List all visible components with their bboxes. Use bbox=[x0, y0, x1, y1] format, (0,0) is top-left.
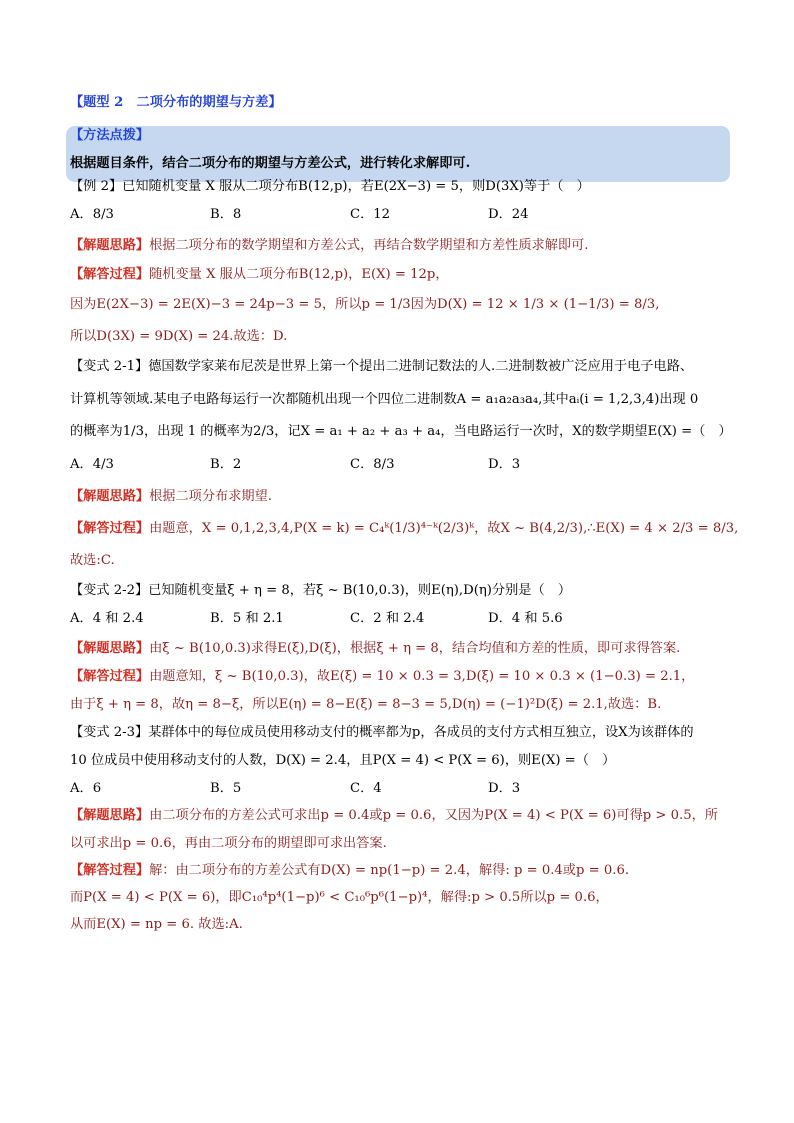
example-2-label: 【例 2】 bbox=[70, 179, 123, 194]
process-text: 由题意知，ξ ~ B(10,0.3)，故E(ξ) = 10 × 0.3 = 3,D(ξ) = 10 × 0.3 × (1−0.3) = 2.1， bbox=[149, 669, 695, 684]
example-2-idea bbox=[70, 237, 730, 255]
variant-2-1-question-3: 的概率为1/3，出现 1 的概率为2/3，记X = a₁ + a₂ + a₃ + a₄，当电路运行一次时，X的数学期望E(X) =（ ） bbox=[70, 424, 732, 439]
option-a: A．4 和 2.4 bbox=[70, 611, 144, 626]
variant-2-1-text: 德国数学家莱布尼茨是世界上第一个提出二进制记数法的人.二进制数被广泛应用于电子电路、 bbox=[148, 359, 694, 374]
variant-2-2-question bbox=[70, 582, 730, 600]
example-2-process-3: 所以D(3X) = 9D(X) = 24.故选：D. bbox=[70, 329, 288, 344]
option-b: B．2 bbox=[210, 457, 242, 472]
idea-tag: 【解题思路】 bbox=[70, 808, 150, 823]
section-heading: 【题型 2 二项分布的期望与方差】 bbox=[70, 95, 282, 110]
idea-tag: 【解题思路】 bbox=[70, 489, 150, 504]
variant-2-1-idea bbox=[70, 488, 730, 506]
variant-2-2-label: 【变式 2-2】 bbox=[70, 583, 149, 598]
example-2-question bbox=[70, 178, 730, 196]
idea-tag: 【解题思路】 bbox=[70, 641, 150, 656]
option-c: C．4 bbox=[350, 781, 382, 796]
option-d: D．24 bbox=[488, 207, 529, 222]
option-b: B．5 和 2.1 bbox=[210, 611, 284, 626]
variant-2-2-process-2: 由于ξ + η = 8，故η = 8−ξ，所以E(η) = 8−E(ξ) = 8−3 = 5,D(η) = (−1)²D(ξ) = 2.1,故选：B. bbox=[70, 697, 662, 712]
process-tag: 【解答过程】 bbox=[70, 863, 150, 878]
idea-text: 由ξ ~ B(10,0.3)求得E(ξ),D(ξ)，根据ξ + η = 8，结合均值和方差的性质，即可求得答案. bbox=[149, 641, 681, 656]
variant-2-2-idea bbox=[70, 640, 730, 658]
option-c: C．2 和 2.4 bbox=[350, 611, 425, 626]
option-d: D．3 bbox=[488, 457, 521, 472]
idea-text: 根据二项分布求期望. bbox=[149, 489, 273, 504]
option-a: A．4/3 bbox=[70, 457, 114, 472]
variant-2-2-process-1 bbox=[70, 668, 730, 686]
option-b: B．8 bbox=[210, 207, 242, 222]
option-b: B．5 bbox=[210, 781, 242, 796]
idea-text: 根据二项分布的数学期望和方差公式，再结合数学期望和方差性质求解即可. bbox=[149, 238, 589, 253]
variant-2-1-question-2: 计算机等领域.某电子电路每运行一次都随机出现一个四位二进制数A = a₁a₂a₃a₄,其中aᵢ(i = 1,2,3,4)出现 0 bbox=[70, 392, 699, 407]
method-text: 根据题目条件，结合二项分布的期望与方差公式，进行转化求解即可. bbox=[70, 156, 471, 171]
option-a: A．8/3 bbox=[70, 207, 114, 222]
option-a: A．6 bbox=[70, 781, 102, 796]
option-d: D．4 和 5.6 bbox=[488, 611, 563, 626]
variant-2-3-process-2: 而P(X = 4) < P(X = 6)，即C₁₀⁴p⁴(1−p)⁶ < C₁₀⁶p⁶(1−p)⁴，解得:p > 0.5所以p = 0.6， bbox=[70, 890, 609, 905]
option-c: C．8/3 bbox=[350, 457, 395, 472]
example-2-process-1 bbox=[70, 266, 730, 284]
process-tag: 【解答过程】 bbox=[70, 521, 150, 536]
variant-2-1-process-2: 故选:C. bbox=[70, 553, 115, 568]
variant-2-1-label: 【变式 2-1】 bbox=[70, 359, 149, 374]
variant-2-3-question-2: 10 位成员中使用移动支付的人数，D(X) = 2.4，且P(X = 4) < P(X = 6)，则E(X) =（ ） bbox=[70, 753, 616, 768]
example-2-text: 已知随机变量 X 服从二项分布B(12,p)，若E(2X−3) = 5，则D(3X)等于（ ） bbox=[122, 179, 590, 194]
variant-2-2-text: 已知随机变量ξ + η = 8，若ξ ~ B(10,0.3)，则E(η),D(η)分别是（ ） bbox=[148, 583, 572, 598]
process-text: 随机变量 X 服从二项分布B(12,p)，E(X) = 12p， bbox=[149, 267, 449, 282]
process-text: 解：由二项分布的方差公式有D(X) = np(1−p) = 2.4，解得: p = 0.4或p = 0.6. bbox=[149, 863, 630, 878]
variant-2-3-idea-1 bbox=[70, 807, 730, 825]
example-2-process-2: 因为E(2X−3) = 2E(X)−3 = 24p−3 = 5，所以p = 1/3因为D(X) = 12 × 1/3 × (1−1/3) = 8/3, bbox=[70, 297, 660, 312]
variant-2-3-process-3: 从而E(X) = np = 6. 故选:A. bbox=[70, 917, 243, 932]
variant-2-3-process-1 bbox=[70, 862, 730, 880]
process-text: 由题意，X = 0,1,2,3,4,P(X = k) = C₄ᵏ(1/3)⁴⁻ᵏ(2/3)ᵏ，故X ~ B(4,2/3),∴E(X) = 4 × 2/3 = 8/3, bbox=[149, 521, 739, 536]
variant-2-1-process-1 bbox=[70, 520, 739, 538]
option-c: C．12 bbox=[350, 207, 391, 222]
process-tag: 【解答过程】 bbox=[70, 267, 150, 282]
variant-2-3-idea-2: 以可求出p = 0.6，再由二项分布的期望即可求出答案. bbox=[70, 836, 387, 851]
variant-2-3-label: 【变式 2-3】 bbox=[70, 725, 149, 740]
idea-tag: 【解题思路】 bbox=[70, 238, 150, 253]
variant-2-1-question-1 bbox=[70, 358, 730, 376]
variant-2-3-question-1 bbox=[70, 724, 730, 742]
variant-2-3-text: 某群体中的每位成员使用移动支付的概率都为p，各成员的支付方式相互独立，设X为该群体的 bbox=[148, 725, 694, 740]
option-d: D．3 bbox=[488, 781, 521, 796]
method-label: 【方法点拨】 bbox=[70, 128, 150, 143]
idea-text: 由二项分布的方差公式可求出p = 0.4或p = 0.6，又因为P(X = 4) < P(X = 6)可得p > 0.5，所 bbox=[149, 808, 718, 823]
process-tag: 【解答过程】 bbox=[70, 669, 150, 684]
